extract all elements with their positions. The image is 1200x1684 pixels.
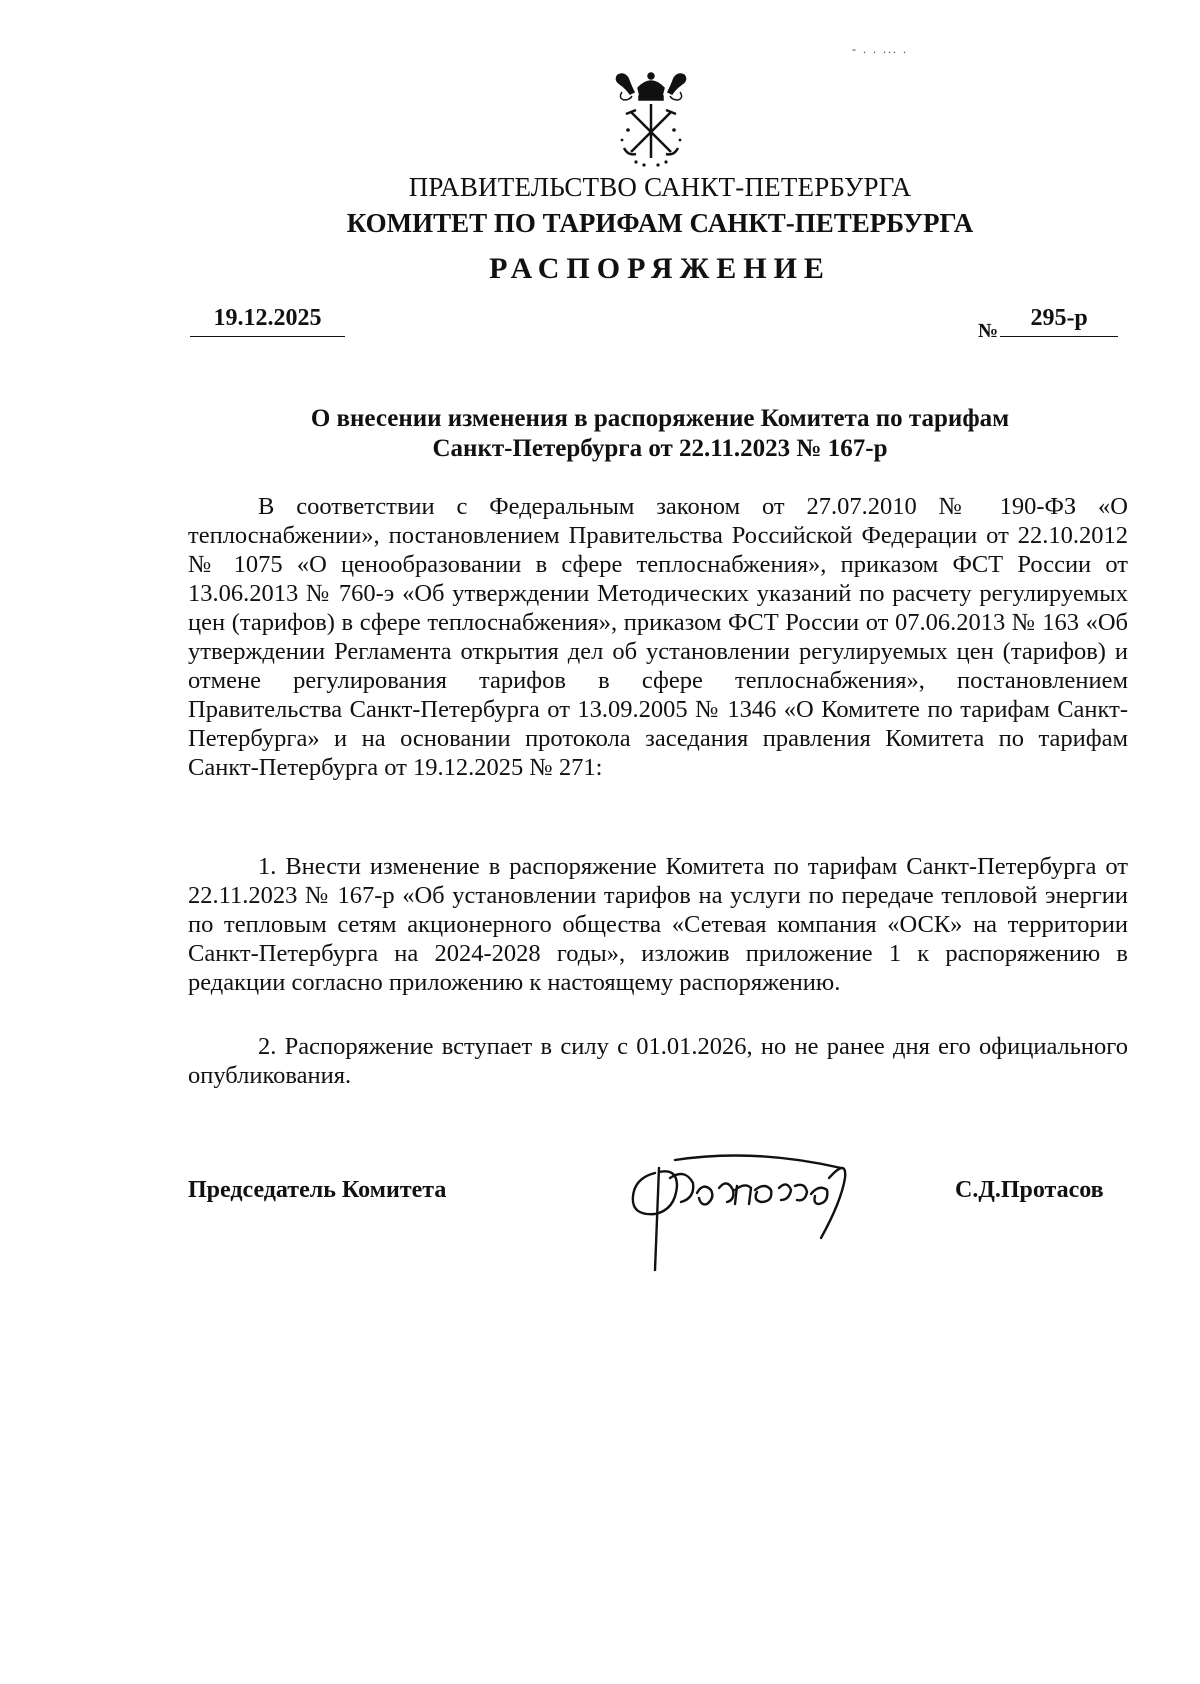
government-title: ПРАВИТЕЛЬСТВО САНКТ-ПЕТЕРБУРГА	[408, 172, 912, 202]
spb-coat-of-arms-icon	[606, 70, 696, 170]
document-date: 19.12.2025	[190, 305, 345, 337]
subject-line-2: Санкт-Петербурга от 22.11.2023 № 167-р	[432, 435, 888, 462]
item-1-paragraph: 1. Внести изменение в распоряжение Комитета по тарифам Санкт-Петербурга от 22.11.2023 № 167-р «Об установлении тарифов на услуги по передаче тепловой энергии по тепловым сетям акционерного общества «Сетевая компания «ОСК» на территории Санкт-Петербурга на 2024-2028 годы», изложив приложение 1 к распоряжению в редакции согласно приложению к настоящему распоряжению.	[188, 853, 1128, 996]
scan-marks: - . . ... .	[852, 42, 908, 56]
subject-line-1: О внесении изменения в распоряжение Комитета по тарифам	[310, 405, 1010, 432]
document-number: 295-р	[1000, 305, 1118, 337]
item-1-block	[188, 852, 1128, 997]
preamble-paragraph: В соответствии с Федеральным законом от 27.07.2010 № 190-ФЗ «О теплоснабжении», постановлением Правительства Российской Федерации от 22.10.2012 № 1075 «О ценообразовании в сфере теплоснабжения», приказом ФСТ России от 13.06.2013 № 760-э «Об утверждении Методических указаний по расчету регулируемых цен (тарифов) в сфере теплоснабжения», приказом ФСТ России от 07.06.2013 № 163 «Об утверждении Регламента открытия дел об установлении регулируемых цен (тарифов) и отмене регулирования тарифов в сфере теплоснабжения», постановлением Правительства Санкт-Петербурга от 13.09.2005 № 1346 «О Комитете по тарифам Санкт-Петербурга» и на основании протокола заседания правления Комитета по тарифам Санкт-Петербурга от 19.12.2025 № 271:	[188, 493, 1128, 781]
handwritten-signature	[615, 1138, 895, 1278]
document-number-block	[978, 305, 1118, 343]
signatory-position: Председатель Комитета	[188, 1177, 447, 1203]
item-2-block	[188, 1032, 1128, 1090]
committee-title: КОМИТЕТ ПО ТАРИФАМ САНКТ-ПЕТЕРБУРГА	[346, 208, 974, 238]
item-2-paragraph: 2. Распоряжение вступает в силу с 01.01.2026, но не ранее дня его официального опубликования.	[188, 1033, 1128, 1089]
number-sign: №	[978, 320, 999, 342]
document-subject	[240, 404, 1080, 464]
signatory-name: С.Д.Протасов	[955, 1177, 1104, 1203]
preamble-block	[188, 492, 1128, 782]
document-type: РАСПОРЯЖЕНИЕ	[489, 252, 831, 285]
